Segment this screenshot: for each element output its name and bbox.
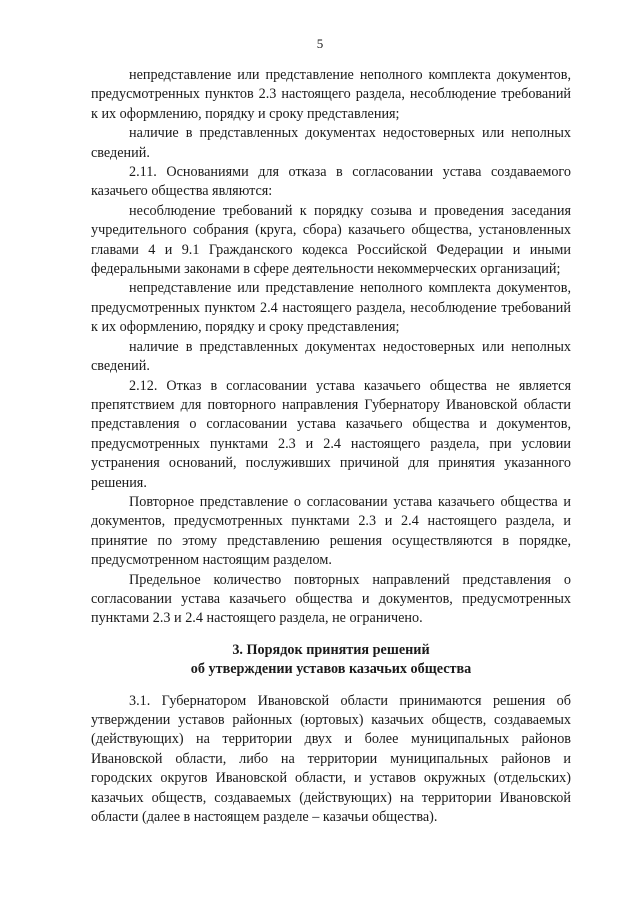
section-heading [91, 641, 571, 680]
paragraph: наличие в представленных документах недостоверных или неполных сведений. [91, 338, 571, 375]
section-heading-line1: 3. Порядок принятия решений [232, 641, 430, 658]
paragraph: 2.11. Основаниями для отказа в согласовании устава создаваемого казачьего общества являются: [91, 164, 571, 200]
paragraph: 3.1. Губернатором Ивановской области принимаются решения об утверждении уставов районных (юртовых) казачьих обществ, создаваемых (действующих) на территории двух и более муниципальных районов Ивановской области, либо на территории муниципальных районов и городских округов Ивановской области, и уставов окружных (отдельских) казачьих обществ, создаваемых (действующих) на территории Ивановской области (далее в настоящем разделе – казачьи общества). [91, 692, 571, 826]
paragraph: Предельное количество повторных направлений представления о согласовании устава казачьего общества и документов, предусмотренных пунктами 2.3 и 2.4 настоящего раздела, не ограничено. [91, 571, 571, 627]
paragraph: несоблюдение требований к порядку созыва и проведения заседания учредительного собрания (круга, сбора) казачьего общества, установленных главами 4 и 9.1 Гражданского кодекса Российской Федерации и иными федеральными законами в сфере деятельности некоммерческих организаций; [91, 202, 571, 278]
section-heading-line2: об утверждении уставов казачьих общества [190, 661, 472, 678]
paragraph: Повторное представление о согласовании устава казачьего общества и документов, предусмотренных пунктами 2.3 и 2.4 настоящего раздела, и принятие по этому представлению решения осуществляются в порядке, предусмотренном настоящим разделом. [91, 493, 571, 569]
paragraph: наличие в представленных документах недостоверных или неполных сведений. [91, 125, 571, 161]
paragraph: непредставление или представление неполного комплекта документов, предусмотренных пунктом 2.4 настоящего раздела, несоблюдение требований к их оформлению, порядку и сроку представления; [91, 280, 571, 336]
paragraph: непредставление или представление неполного комплекта документов, предусмотренных пунктов 2.3 настоящего раздела, несоблюдение требований к их оформлению, порядку и сроку представления; [91, 67, 571, 122]
paragraph: 2.12. Отказ в согласовании устава казачьего общества не является препятствием для повторного направления Губернатору Ивановской области представления о согласовании устава казачьего общества и документов, предусмотренных пунктами 2.3 и 2.4 настоящего раздела, при условии устранения оснований, послуживших причиной для принятия указанного решения. [91, 377, 571, 491]
document-body [91, 66, 571, 827]
page-number: 5 [316, 36, 324, 51]
